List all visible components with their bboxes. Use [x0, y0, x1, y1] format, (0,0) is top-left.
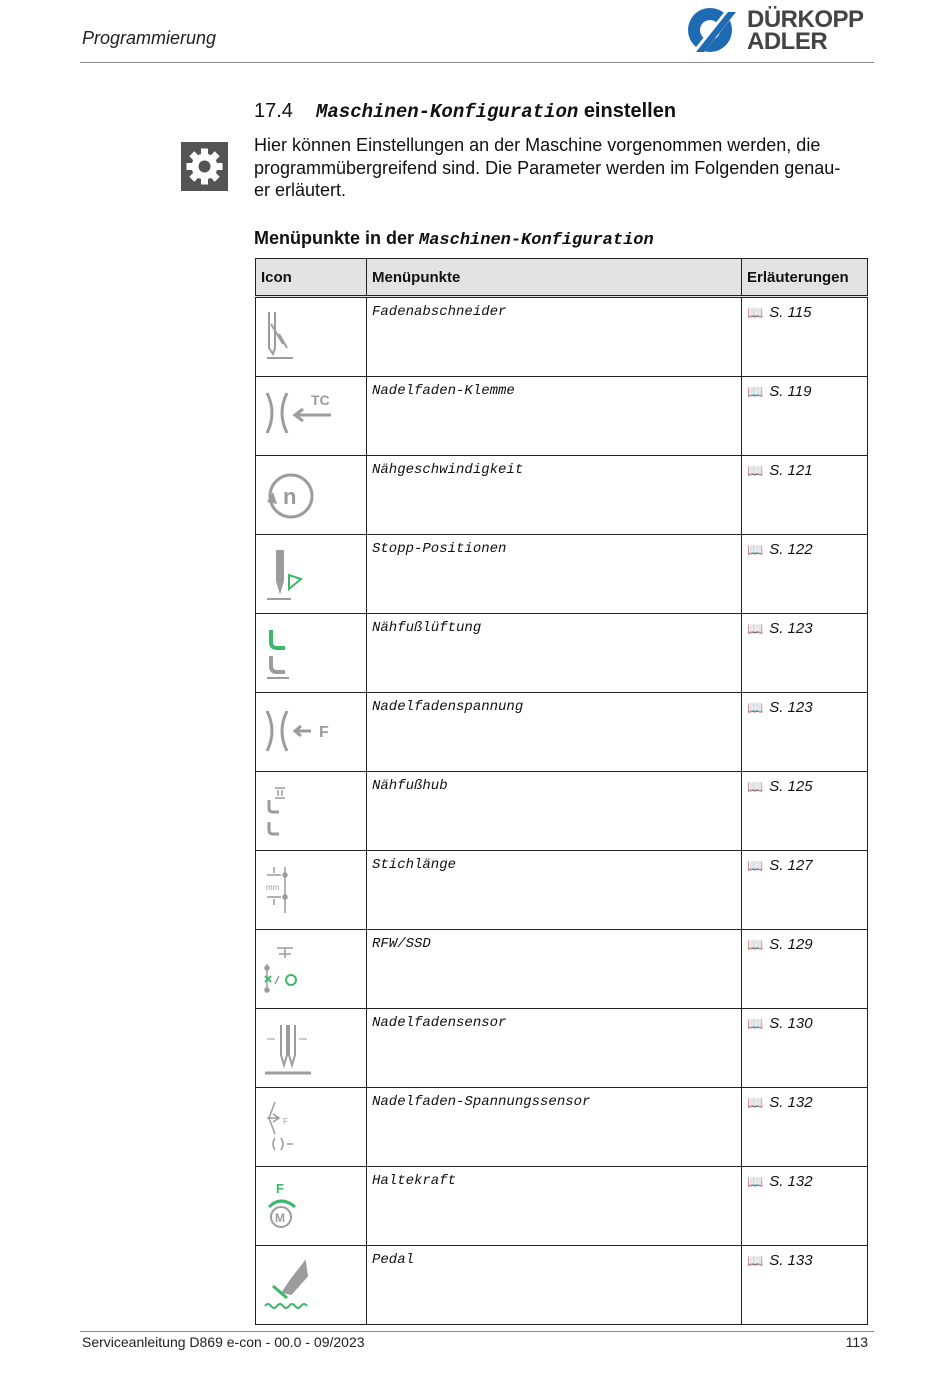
- footer-page-number: 113: [845, 1334, 868, 1350]
- table-row: [256, 693, 868, 772]
- svg-text:n: n: [283, 484, 297, 509]
- table-row: [256, 614, 868, 693]
- book-icon: 📖: [747, 700, 764, 715]
- book-icon: 📖: [747, 779, 764, 794]
- menu-item-label: Fadenabschneider: [367, 297, 742, 377]
- page-reference[interactable]: 📖 S. 119: [742, 377, 868, 456]
- menu-item-label: Nähfußhub: [367, 772, 742, 851]
- page-reference[interactable]: 📖 S. 121: [742, 456, 868, 535]
- svg-text:TC: TC: [311, 392, 330, 408]
- brand-logo: [686, 6, 876, 56]
- menu-item-label: Nadelfadensensor: [367, 1009, 742, 1088]
- footer-document-title: Serviceanleitung D869 e-con - 00.0 - 09/2023: [82, 1334, 365, 1350]
- footer-divider: [80, 1331, 874, 1332]
- stitch-length-icon: [261, 857, 331, 919]
- menu-item-label: Nadelfadenspannung: [367, 693, 742, 772]
- book-icon: 📖: [747, 305, 764, 320]
- table-row: [256, 1167, 868, 1246]
- book-icon: 📖: [747, 858, 764, 873]
- column-header-menu: Menüpunkte: [367, 259, 742, 297]
- sewing-speed-icon: [261, 462, 331, 524]
- svg-text:mm: mm: [266, 883, 280, 892]
- menu-item-label: Stichlänge: [367, 851, 742, 930]
- table-row: [256, 377, 868, 456]
- table-row: [256, 1009, 868, 1088]
- page-reference[interactable]: 📖 S. 130: [742, 1009, 868, 1088]
- table-row: [256, 851, 868, 930]
- table-header-row: [256, 259, 868, 297]
- menu-item-label: Nähgeschwindigkeit: [367, 456, 742, 535]
- book-icon: 📖: [747, 1174, 764, 1189]
- holding-force-icon: [261, 1173, 331, 1235]
- column-header-notes: Erläuterungen: [742, 259, 868, 297]
- book-icon: 📖: [747, 1016, 764, 1031]
- thread-cutter-icon: [261, 304, 331, 364]
- menu-item-label: Nadelfaden-Spannungssensor: [367, 1088, 742, 1167]
- menu-item-label: Nadelfaden-Klemme: [367, 377, 742, 456]
- column-header-icon: Icon: [256, 259, 367, 297]
- logo-text-line1: DÜRKOPP: [747, 6, 864, 33]
- needle-thread-tension-icon: [261, 699, 341, 761]
- page-reference[interactable]: 📖 S. 133: [742, 1246, 868, 1325]
- gear-icon: [181, 142, 228, 191]
- header-divider: [80, 62, 874, 63]
- page-reference[interactable]: 📖 S. 125: [742, 772, 868, 851]
- table-row: [256, 297, 868, 377]
- menu-item-label: RFW/SSD: [367, 930, 742, 1009]
- page-reference[interactable]: 📖 S. 123: [742, 693, 868, 772]
- page-reference[interactable]: 📖 S. 129: [742, 930, 868, 1009]
- pedal-icon: [261, 1252, 331, 1314]
- presser-foot-lift-icon: [261, 620, 331, 682]
- section-title-rest: einstellen: [583, 100, 677, 122]
- rfw-ssd-icon: [261, 936, 331, 998]
- needle-thread-sensor-icon: [261, 1015, 331, 1077]
- menu-item-label: Pedal: [367, 1246, 742, 1325]
- section-number: 17.4: [254, 100, 293, 122]
- book-icon: 📖: [747, 384, 764, 399]
- menu-item-label: Stopp-Positionen: [367, 535, 742, 614]
- intro-line-1: Hier können Einstellungen an der Maschine vorgenommen werden, die: [254, 135, 821, 155]
- svg-text:F: F: [319, 724, 329, 741]
- page-reference[interactable]: 📖 S. 115: [742, 297, 868, 377]
- table-row: [256, 535, 868, 614]
- book-icon: 📖: [747, 1253, 764, 1268]
- needle-thread-clamp-icon: [261, 383, 341, 443]
- intro-line-3: er erläutert.: [254, 180, 347, 200]
- book-icon: 📖: [747, 1095, 764, 1110]
- svg-text:F: F: [276, 1181, 284, 1196]
- page-reference[interactable]: 📖 S. 123: [742, 614, 868, 693]
- menu-item-label: Haltekraft: [367, 1167, 742, 1246]
- table-row: [256, 1088, 868, 1167]
- presser-foot-stroke-icon: [261, 778, 331, 840]
- menu-items-table: [255, 258, 868, 1325]
- table-row: [256, 456, 868, 535]
- menu-item-label: Nähfußlüftung: [367, 614, 742, 693]
- book-icon: 📖: [747, 937, 764, 952]
- section-title: [254, 100, 676, 123]
- book-icon: 📖: [747, 542, 764, 557]
- section-title-mono: Maschinen-Konfiguration: [316, 101, 579, 123]
- svg-text:M: M: [275, 1211, 285, 1225]
- page-header-title: Programmierung: [82, 28, 217, 48]
- tension-sensor-icon: [261, 1094, 331, 1156]
- table-heading-prefix: Menüpunkte in der: [254, 228, 415, 248]
- table-row: [256, 1246, 868, 1325]
- table-row: [256, 772, 868, 851]
- stop-positions-icon: [261, 541, 331, 603]
- table-heading: [254, 228, 654, 250]
- table-heading-mono: Maschinen-Konfiguration: [419, 231, 654, 250]
- page-reference[interactable]: 📖 S. 132: [742, 1088, 868, 1167]
- table-row: [256, 930, 868, 1009]
- page-reference[interactable]: 📖 S. 127: [742, 851, 868, 930]
- intro-line-2: programmübergreifend sind. Die Parameter werden im Folgenden genau-: [254, 157, 841, 178]
- page-reference[interactable]: 📖 S. 122: [742, 535, 868, 614]
- page-reference[interactable]: 📖 S. 132: [742, 1167, 868, 1246]
- logo-text-line2: ADLER: [747, 28, 828, 55]
- book-icon: 📖: [747, 463, 764, 478]
- book-icon: 📖: [747, 621, 764, 636]
- logo-mark-icon: [686, 6, 746, 54]
- svg-text:F: F: [283, 1117, 288, 1126]
- intro-text: [254, 134, 874, 202]
